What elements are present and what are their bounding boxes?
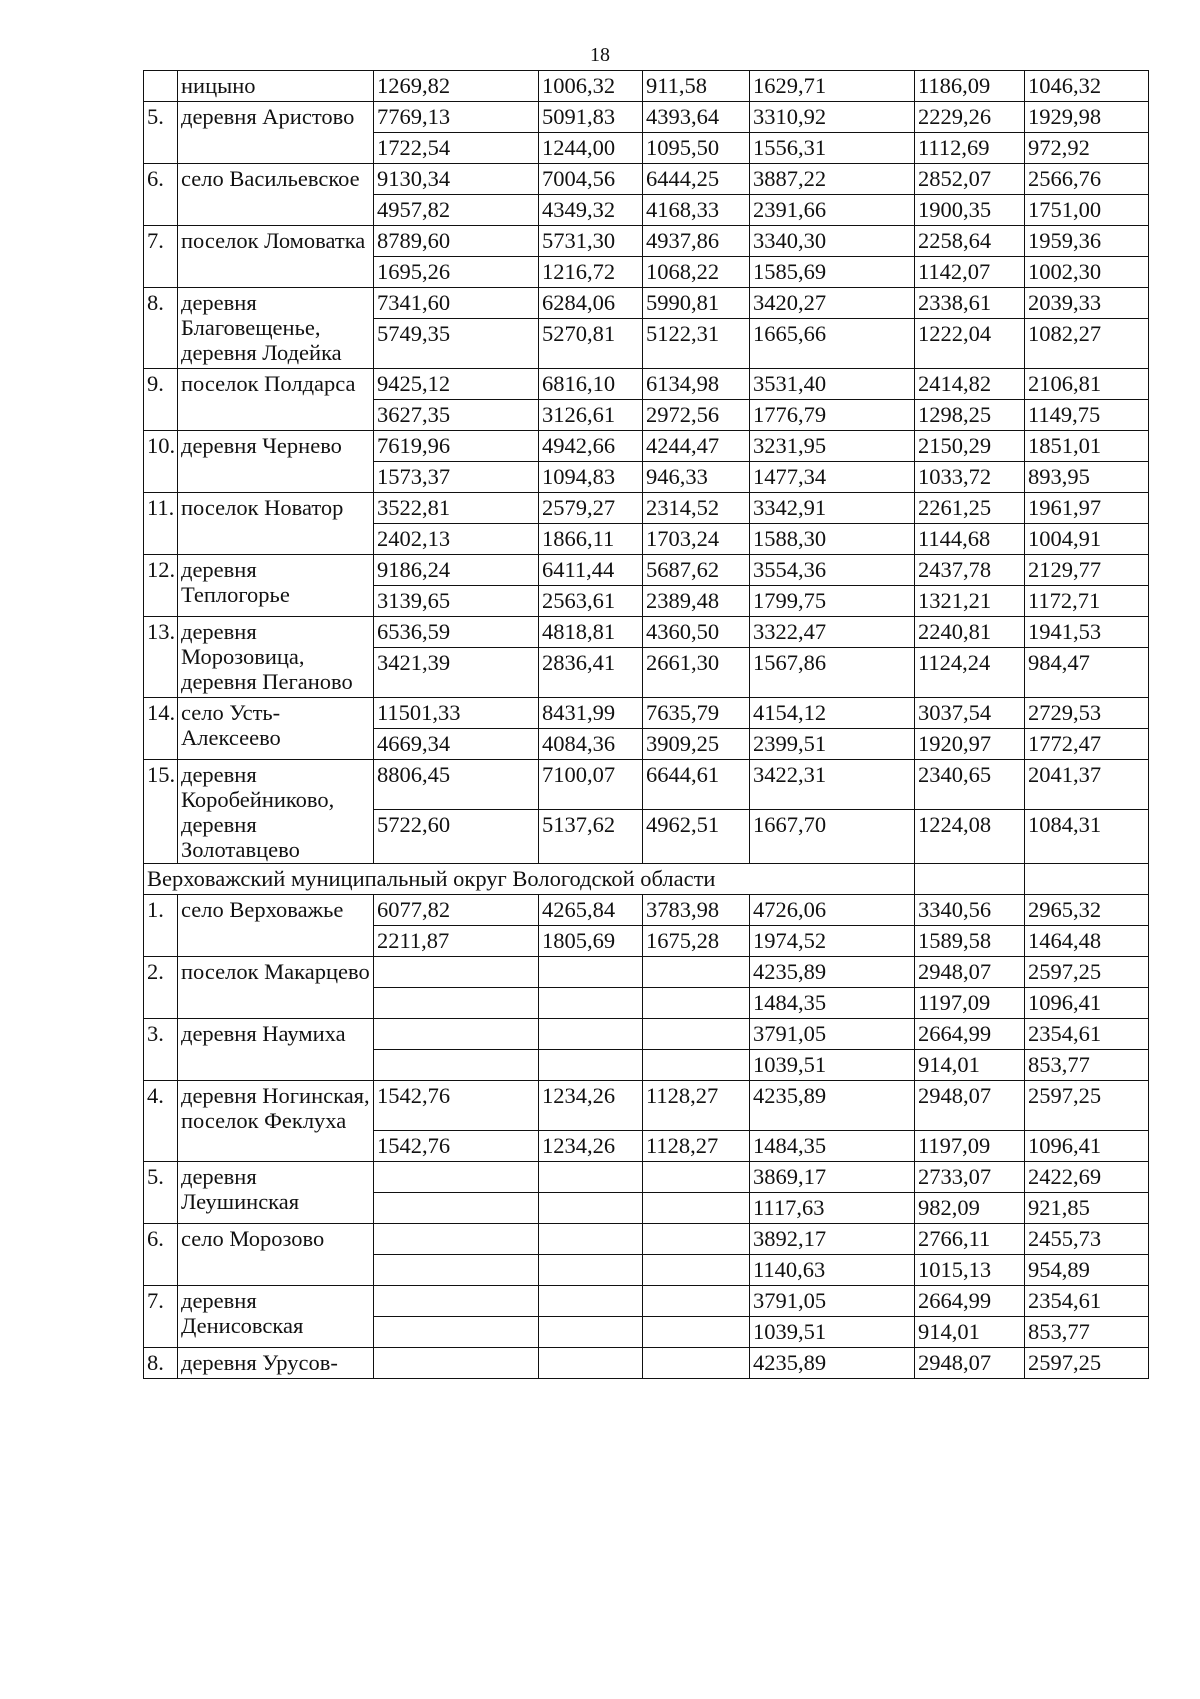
tariff-value: 3531,40 (750, 369, 915, 400)
table-row (144, 555, 1149, 586)
tariff-value: 1695,26 (374, 257, 539, 288)
tariff-value (374, 1286, 539, 1317)
settlement-name: деревня Теплогорье (178, 555, 374, 617)
tariff-value: 4244,47 (643, 431, 750, 462)
tariff-value: 1149,75 (1025, 400, 1149, 431)
tariff-value (539, 1019, 643, 1050)
settlement-name: деревня Урусов- (178, 1348, 374, 1379)
page-number: 18 (590, 44, 610, 66)
tariff-value: 1095,50 (643, 133, 750, 164)
tariff-value: 2229,26 (915, 102, 1025, 133)
row-number (144, 71, 178, 102)
tariff-value (643, 1050, 750, 1081)
row-number: 11. (144, 493, 178, 555)
tariff-value: 1144,68 (915, 524, 1025, 555)
tariff-value (539, 1348, 643, 1379)
tariff-value: 1234,26 (539, 1131, 643, 1162)
tariff-value: 1974,52 (750, 926, 915, 957)
settlement-name: деревня Чернево (178, 431, 374, 493)
row-number: 8. (144, 288, 178, 369)
tariff-value: 3554,36 (750, 555, 915, 586)
tariff-value: 984,47 (1025, 648, 1149, 698)
tariff-value: 6444,25 (643, 164, 750, 195)
tariff-value: 2965,32 (1025, 895, 1149, 926)
tariff-value: 1959,36 (1025, 226, 1149, 257)
tariff-value: 1068,22 (643, 257, 750, 288)
settlement-name: поселок Полдарса (178, 369, 374, 431)
tariff-value: 1033,72 (915, 462, 1025, 493)
tariff-value: 1172,71 (1025, 586, 1149, 617)
tariff-value: 2340,65 (915, 760, 1025, 810)
tariff-value: 2437,78 (915, 555, 1025, 586)
tariff-value: 2729,53 (1025, 698, 1149, 729)
tariff-value: 2150,29 (915, 431, 1025, 462)
tariff-value: 9130,34 (374, 164, 539, 195)
settlement-name: деревня Леушинская (178, 1162, 374, 1224)
tariff-value (374, 1019, 539, 1050)
settlement-name: село Усть-Алексеево (178, 698, 374, 760)
table-row (144, 164, 1149, 195)
tariff-value: 1589,58 (915, 926, 1025, 957)
tariff-value: 1321,21 (915, 586, 1025, 617)
tariff-value: 1799,75 (750, 586, 915, 617)
settlement-name: деревня Благовещенье, деревня Лодейка (178, 288, 374, 369)
tariff-value: 4957,82 (374, 195, 539, 226)
tariff-value: 3139,65 (374, 586, 539, 617)
tariff-value: 1929,98 (1025, 102, 1149, 133)
tariff-value: 4235,89 (750, 957, 915, 988)
tariff-value: 5990,81 (643, 288, 750, 319)
tariff-value: 5137,62 (539, 810, 643, 864)
tariff-value: 2597,25 (1025, 1348, 1149, 1379)
tariff-value: 3909,25 (643, 729, 750, 760)
tariff-value: 2402,13 (374, 524, 539, 555)
table-row (144, 760, 1149, 810)
tariff-value: 1124,24 (915, 648, 1025, 698)
settlement-name: деревня Ногинская, поселок Феклуха (178, 1081, 374, 1162)
tariff-value: 4962,51 (643, 810, 750, 864)
tariff-value: 1197,09 (915, 1131, 1025, 1162)
table-row (144, 957, 1149, 988)
tariff-value: 4937,86 (643, 226, 750, 257)
table-row (144, 226, 1149, 257)
tariff-value: 1096,41 (1025, 1131, 1149, 1162)
tariff-value: 6536,59 (374, 617, 539, 648)
tariff-value: 8806,45 (374, 760, 539, 810)
tariff-value: 3037,54 (915, 698, 1025, 729)
tariff-value: 2566,76 (1025, 164, 1149, 195)
tariff-value (374, 1224, 539, 1255)
tariff-value: 921,85 (1025, 1193, 1149, 1224)
tariff-value: 2354,61 (1025, 1019, 1149, 1050)
tariff-value: 1140,63 (750, 1255, 915, 1286)
tariff-value: 8789,60 (374, 226, 539, 257)
tariff-value: 2664,99 (915, 1286, 1025, 1317)
tariff-value: 1920,97 (915, 729, 1025, 760)
tariff-value: 2129,77 (1025, 555, 1149, 586)
tariff-value (539, 988, 643, 1019)
table-row (144, 895, 1149, 926)
row-number: 2. (144, 957, 178, 1019)
tariff-value: 7769,13 (374, 102, 539, 133)
row-number: 14. (144, 698, 178, 760)
row-number: 7. (144, 226, 178, 288)
row-number: 4. (144, 1081, 178, 1162)
tariff-value: 1542,76 (374, 1131, 539, 1162)
settlement-name: поселок Макарцево (178, 957, 374, 1019)
tariff-value (374, 988, 539, 1019)
tariff-value: 972,92 (1025, 133, 1149, 164)
tariff-value (539, 1286, 643, 1317)
tariff-value: 3887,22 (750, 164, 915, 195)
tariff-value: 3892,17 (750, 1224, 915, 1255)
tariff-value: 2422,69 (1025, 1162, 1149, 1193)
table-row (144, 698, 1149, 729)
tariff-value: 4235,89 (750, 1081, 915, 1131)
row-number: 8. (144, 1348, 178, 1379)
tariff-value: 1573,37 (374, 462, 539, 493)
tariff-value: 2948,07 (915, 957, 1025, 988)
tariff-value: 2414,82 (915, 369, 1025, 400)
tariff-table (143, 70, 1149, 1379)
row-number: 5. (144, 1162, 178, 1224)
tariff-value: 2836,41 (539, 648, 643, 698)
tariff-value: 4168,33 (643, 195, 750, 226)
tariff-value: 1567,86 (750, 648, 915, 698)
tariff-value: 1941,53 (1025, 617, 1149, 648)
tariff-value: 2391,66 (750, 195, 915, 226)
row-number: 10. (144, 431, 178, 493)
tariff-value: 1477,34 (750, 462, 915, 493)
settlement-name: деревня Коробейниково, деревня Золотавцево (178, 760, 374, 864)
tariff-value: 1772,47 (1025, 729, 1149, 760)
tariff-value (539, 1050, 643, 1081)
tariff-value: 2579,27 (539, 493, 643, 524)
row-number: 7. (144, 1286, 178, 1348)
tariff-value: 5722,60 (374, 810, 539, 864)
tariff-table-body (144, 71, 1149, 1379)
tariff-value: 2948,07 (915, 1081, 1025, 1131)
tariff-value (643, 1162, 750, 1193)
tariff-value: 2563,61 (539, 586, 643, 617)
tariff-value: 1046,32 (1025, 71, 1149, 102)
settlement-name: поселок Новатор (178, 493, 374, 555)
tariff-value: 2664,99 (915, 1019, 1025, 1050)
tariff-value (643, 1255, 750, 1286)
tariff-value (643, 1286, 750, 1317)
tariff-value: 2948,07 (915, 1348, 1025, 1379)
tariff-value: 1142,07 (915, 257, 1025, 288)
tariff-value: 3340,30 (750, 226, 915, 257)
tariff-value: 2733,07 (915, 1162, 1025, 1193)
tariff-value: 1298,25 (915, 400, 1025, 431)
tariff-value (374, 1162, 539, 1193)
tariff-value: 6077,82 (374, 895, 539, 926)
section-title: Верховажский муниципальный округ Вологодской области (144, 864, 915, 895)
tariff-value: 2455,73 (1025, 1224, 1149, 1255)
tariff-value: 1039,51 (750, 1317, 915, 1348)
tariff-value: 3231,95 (750, 431, 915, 462)
tariff-value: 1082,27 (1025, 319, 1149, 369)
tariff-value: 1269,82 (374, 71, 539, 102)
tariff-value: 3783,98 (643, 895, 750, 926)
tariff-value: 2389,48 (643, 586, 750, 617)
tariff-value: 7100,07 (539, 760, 643, 810)
tariff-value (643, 957, 750, 988)
tariff-value: 914,01 (915, 1317, 1025, 1348)
tariff-value: 1851,01 (1025, 431, 1149, 462)
row-number: 6. (144, 164, 178, 226)
tariff-value: 1015,13 (915, 1255, 1025, 1286)
tariff-value: 1585,69 (750, 257, 915, 288)
tariff-value: 1244,00 (539, 133, 643, 164)
tariff-value: 1006,32 (539, 71, 643, 102)
tariff-value: 954,89 (1025, 1255, 1149, 1286)
tariff-value: 4154,12 (750, 698, 915, 729)
tariff-value: 1556,31 (750, 133, 915, 164)
tariff-value: 9425,12 (374, 369, 539, 400)
tariff-value: 1234,26 (539, 1081, 643, 1131)
settlement-name: село Верховажье (178, 895, 374, 957)
row-number: 9. (144, 369, 178, 431)
tariff-value: 1542,76 (374, 1081, 539, 1131)
tariff-value: 893,95 (1025, 462, 1149, 493)
tariff-value: 1703,24 (643, 524, 750, 555)
tariff-value (539, 1255, 643, 1286)
tariff-value: 9186,24 (374, 555, 539, 586)
tariff-value: 1667,70 (750, 810, 915, 864)
settlement-name: деревня Денисовская (178, 1286, 374, 1348)
tariff-value: 1751,00 (1025, 195, 1149, 226)
tariff-value: 2106,81 (1025, 369, 1149, 400)
tariff-value: 6134,98 (643, 369, 750, 400)
tariff-value: 2972,56 (643, 400, 750, 431)
tariff-value: 3522,81 (374, 493, 539, 524)
tariff-value: 1665,66 (750, 319, 915, 369)
tariff-value: 2338,61 (915, 288, 1025, 319)
tariff-value (643, 1317, 750, 1348)
tariff-value: 1675,28 (643, 926, 750, 957)
tariff-value (374, 1255, 539, 1286)
tariff-value: 3420,27 (750, 288, 915, 319)
tariff-value: 1197,09 (915, 988, 1025, 1019)
tariff-value: 2399,51 (750, 729, 915, 760)
tariff-value: 2039,33 (1025, 288, 1149, 319)
tariff-value: 4265,84 (539, 895, 643, 926)
section-row (144, 864, 1149, 895)
tariff-value (643, 1348, 750, 1379)
tariff-value: 2354,61 (1025, 1286, 1149, 1317)
settlement-name: ницыно (178, 71, 374, 102)
tariff-value: 7619,96 (374, 431, 539, 462)
tariff-value: 946,33 (643, 462, 750, 493)
tariff-value: 1096,41 (1025, 988, 1149, 1019)
tariff-value: 11501,33 (374, 698, 539, 729)
tariff-value: 4235,89 (750, 1348, 915, 1379)
tariff-value: 3322,47 (750, 617, 915, 648)
tariff-value (539, 1193, 643, 1224)
table-row (144, 1224, 1149, 1255)
table-row (144, 1019, 1149, 1050)
tariff-value: 3310,92 (750, 102, 915, 133)
settlement-name: деревня Наумиха (178, 1019, 374, 1081)
tariff-value: 1464,48 (1025, 926, 1149, 957)
tariff-value: 4393,64 (643, 102, 750, 133)
table-row (144, 1162, 1149, 1193)
tariff-value: 5749,35 (374, 319, 539, 369)
tariff-value: 4726,06 (750, 895, 915, 926)
row-number: 5. (144, 102, 178, 164)
tariff-value: 1117,63 (750, 1193, 915, 1224)
tariff-value: 2261,25 (915, 493, 1025, 524)
settlement-name: деревня Аристово (178, 102, 374, 164)
tariff-value: 4360,50 (643, 617, 750, 648)
tariff-value: 5270,81 (539, 319, 643, 369)
tariff-value: 1216,72 (539, 257, 643, 288)
tariff-value: 3421,39 (374, 648, 539, 698)
tariff-value: 1039,51 (750, 1050, 915, 1081)
table-row (144, 102, 1149, 133)
table-row (144, 1081, 1149, 1131)
tariff-value: 1484,35 (750, 988, 915, 1019)
row-number: 15. (144, 760, 178, 864)
tariff-value (374, 1317, 539, 1348)
tariff-value: 1866,11 (539, 524, 643, 555)
table-row (144, 431, 1149, 462)
tariff-value (374, 1050, 539, 1081)
tariff-value: 3126,61 (539, 400, 643, 431)
tariff-value: 4818,81 (539, 617, 643, 648)
tariff-value: 853,77 (1025, 1317, 1149, 1348)
tariff-value: 1004,91 (1025, 524, 1149, 555)
tariff-value: 1588,30 (750, 524, 915, 555)
table-row (144, 288, 1149, 319)
tariff-value: 4349,32 (539, 195, 643, 226)
tariff-value: 6411,44 (539, 555, 643, 586)
tariff-value: 3791,05 (750, 1019, 915, 1050)
tariff-value: 3791,05 (750, 1286, 915, 1317)
table-row (144, 1286, 1149, 1317)
tariff-value: 5731,30 (539, 226, 643, 257)
tariff-value: 1112,69 (915, 133, 1025, 164)
tariff-value: 7004,56 (539, 164, 643, 195)
tariff-value: 4669,34 (374, 729, 539, 760)
tariff-value: 4942,66 (539, 431, 643, 462)
tariff-value: 1776,79 (750, 400, 915, 431)
table-row (144, 617, 1149, 648)
tariff-value (539, 1317, 643, 1348)
settlement-name: село Морозово (178, 1224, 374, 1286)
tariff-value: 1900,35 (915, 195, 1025, 226)
tariff-value: 2240,81 (915, 617, 1025, 648)
tariff-value: 3422,31 (750, 760, 915, 810)
tariff-value: 2597,25 (1025, 957, 1149, 988)
row-number: 13. (144, 617, 178, 698)
tariff-value: 1128,27 (643, 1131, 750, 1162)
settlement-name: поселок Ломоватка (178, 226, 374, 288)
tariff-value: 7341,60 (374, 288, 539, 319)
table-row (144, 369, 1149, 400)
tariff-value: 8431,99 (539, 698, 643, 729)
tariff-value: 7635,79 (643, 698, 750, 729)
table-row (144, 1348, 1149, 1379)
tariff-value: 3869,17 (750, 1162, 915, 1193)
table-row (144, 493, 1149, 524)
tariff-value: 6816,10 (539, 369, 643, 400)
tariff-value: 2211,87 (374, 926, 539, 957)
tariff-value: 6284,06 (539, 288, 643, 319)
tariff-value (539, 1162, 643, 1193)
tariff-value: 5122,31 (643, 319, 750, 369)
tariff-value: 1961,97 (1025, 493, 1149, 524)
row-number: 12. (144, 555, 178, 617)
empty-cell (915, 864, 1025, 895)
tariff-value (374, 957, 539, 988)
tariff-value: 1094,83 (539, 462, 643, 493)
tariff-value: 6644,61 (643, 760, 750, 810)
row-number: 6. (144, 1224, 178, 1286)
row-number: 1. (144, 895, 178, 957)
settlement-name: деревня Морозовица, деревня Пеганово (178, 617, 374, 698)
tariff-value: 1722,54 (374, 133, 539, 164)
tariff-value: 1222,04 (915, 319, 1025, 369)
empty-cell (1025, 864, 1149, 895)
tariff-value: 2258,64 (915, 226, 1025, 257)
tariff-value: 1805,69 (539, 926, 643, 957)
tariff-value (643, 988, 750, 1019)
tariff-value: 911,58 (643, 71, 750, 102)
tariff-value: 1186,09 (915, 71, 1025, 102)
tariff-value: 1128,27 (643, 1081, 750, 1131)
tariff-value: 2852,07 (915, 164, 1025, 195)
tariff-value: 5091,83 (539, 102, 643, 133)
tariff-value: 2597,25 (1025, 1081, 1149, 1131)
tariff-value: 3627,35 (374, 400, 539, 431)
tariff-value: 2766,11 (915, 1224, 1025, 1255)
tariff-value (374, 1193, 539, 1224)
tariff-value: 982,09 (915, 1193, 1025, 1224)
tariff-value (539, 957, 643, 988)
tariff-value: 914,01 (915, 1050, 1025, 1081)
row-number: 3. (144, 1019, 178, 1081)
tariff-value: 2314,52 (643, 493, 750, 524)
tariff-value (643, 1193, 750, 1224)
tariff-value: 1002,30 (1025, 257, 1149, 288)
tariff-value (643, 1224, 750, 1255)
tariff-value: 3340,56 (915, 895, 1025, 926)
tariff-value: 2041,37 (1025, 760, 1149, 810)
table-row (144, 71, 1149, 102)
tariff-value: 4084,36 (539, 729, 643, 760)
tariff-value: 3342,91 (750, 493, 915, 524)
tariff-value (539, 1224, 643, 1255)
tariff-value: 1484,35 (750, 1131, 915, 1162)
tariff-value: 1224,08 (915, 810, 1025, 864)
tariff-value: 853,77 (1025, 1050, 1149, 1081)
tariff-value (643, 1019, 750, 1050)
tariff-value: 5687,62 (643, 555, 750, 586)
settlement-name: село Васильевское (178, 164, 374, 226)
tariff-value: 2661,30 (643, 648, 750, 698)
tariff-value: 1084,31 (1025, 810, 1149, 864)
tariff-value (374, 1348, 539, 1379)
tariff-value: 1629,71 (750, 71, 915, 102)
